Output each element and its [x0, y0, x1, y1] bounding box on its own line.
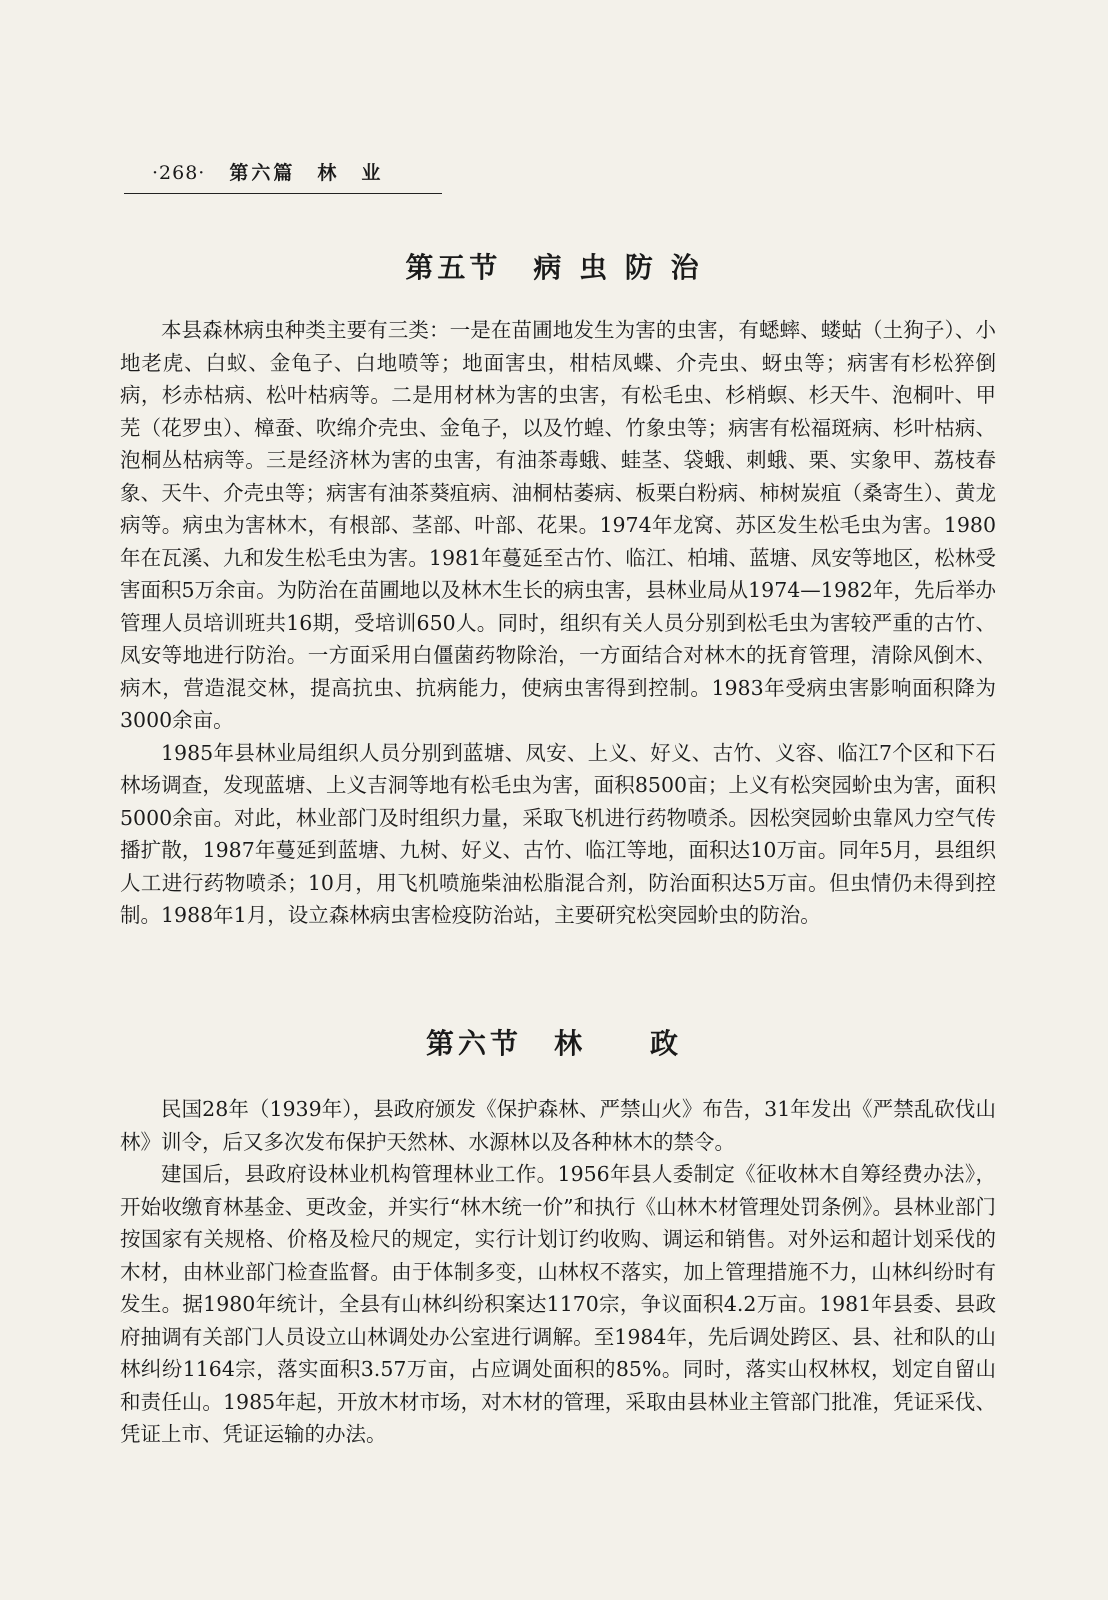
section-title-pest-control: 第五节 病 虫 防 治	[405, 251, 703, 284]
section-body-pest-control	[120, 314, 996, 932]
paragraph: 民国28年（1939年），县政府颁发《保护森林、严禁山火》布告，31年发出《严禁乱砍伐山林》训令，后又多次发布保护天然林、水源林以及各种林木的禁令。	[120, 1097, 996, 1154]
running-header	[124, 158, 442, 194]
paragraph: 1985年县林业局组织人员分别到蓝塘、凤安、上义、好义、古竹、义容、临江7个区和下石林场调查，发现蓝塘、上义吉洞等地有松毛虫为害，面积8500亩；上义有松突园蚧虫为害，面积5000余亩。对此，林业部门及时组织力量，采取飞机进行药物喷杀。因松突园蚧虫靠风力空气传播扩散，1987年蔓延到蓝塘、九树、好义、古竹、临江等地，面积达10万亩。同年5月，县组织人工进行药物喷杀；10月，用飞机喷施柴油松脂混合剂，防治面积达5万亩。但虫情仍未得到控制。1988年1月，设立森林病虫害检疫防治站，主要研究松突园蚧虫的防治。	[120, 740, 996, 927]
section-title-forest-administration: 第六节 林 政	[425, 1027, 682, 1060]
paragraph: 本县森林病虫种类主要有三类：一是在苗圃地发生为害的虫害，有蟋蟀、蝼蛄（土狗子）、小地老虎、白蚁、金龟子、白地喷等；地面害虫，柑桔凤蝶、介壳虫、蚜虫等；病害有杉松猝倒病，杉赤枯病、松叶枯病等。二是用材林为害的虫害，有松毛虫、杉梢螟、杉天牛、泡桐叶、甲芜（花罗虫）、樟蚕、吹绵介壳虫、金龟子，以及竹蝗、竹象虫等；病害有松福斑病、杉叶枯病、泡桐丛枯病等。三是经济林为害的虫害，有油茶毒蛾、蛙茎、袋蛾、刺蛾、栗、实象甲、荔枝春象、天牛、介壳虫等；病害有油茶葵疽病、油桐枯萎病、板栗白粉病、柿树炭疽（桑寄生）、黄龙病等。病虫为害林木，有根部、茎部、叶部、花果。1974年龙窝、苏区发生松毛虫为害。1980年在瓦溪、九和发生松毛虫为害。1981年蔓延至古竹、临江、柏埔、蓝塘、凤安等地区，松林受害面积5万余亩。为防治在苗圃地以及林木生长的病虫害，县林业局从1974—1982年，先后举办管理人员培训班共16期，受培训650人。同时，组织有关人员分别到松毛虫为害较严重的古竹、凤安等地进行防治。一方面采用白僵菌药物除治，一方面结合对林木的抚育管理，清除风倒木、病木，营造混交林，提高抗虫、抗病能力，使病虫害得到控制。1983年受病虫害影响面积降为3000余亩。	[120, 318, 996, 732]
paragraph: 建国后，县政府设林业机构管理林业工作。1956年县人委制定《征收林木自筹经费办法》，开始收缴育林基金、更改金，并实行“林木统一价”和执行《山林木材管理处罚条例》。县林业部门按国家有关规格、价格及检尺的规定，实行计划订约收购、调运和销售。对外运和超计划采伐的木材，由林业部门检查监督。由于体制多变，山林权不落实，加上管理措施不力，山林纠纷时有发生。据1980年统计，全县有山林纠纷积案达1170宗，争议面积4.2万亩。1981年县委、县政府抽调有关部门人员设立山林调处办公室进行调解。至1984年，先后调处跨区、县、社和队的山林纠纷1164宗，落实面积3.57万亩，占应调处面积的85%。同时，落实山权林权，划定自留山和责任山。1985年起，开放木材市场，对木材的管理，采取由县林业主管部门批准，凭证采伐、凭证上市、凭证运输的办法。	[120, 1162, 996, 1446]
part-title: 第六篇 林 业	[229, 162, 384, 184]
page-number: ·268·	[152, 162, 206, 184]
section-body-forest-administration	[120, 1093, 996, 1451]
